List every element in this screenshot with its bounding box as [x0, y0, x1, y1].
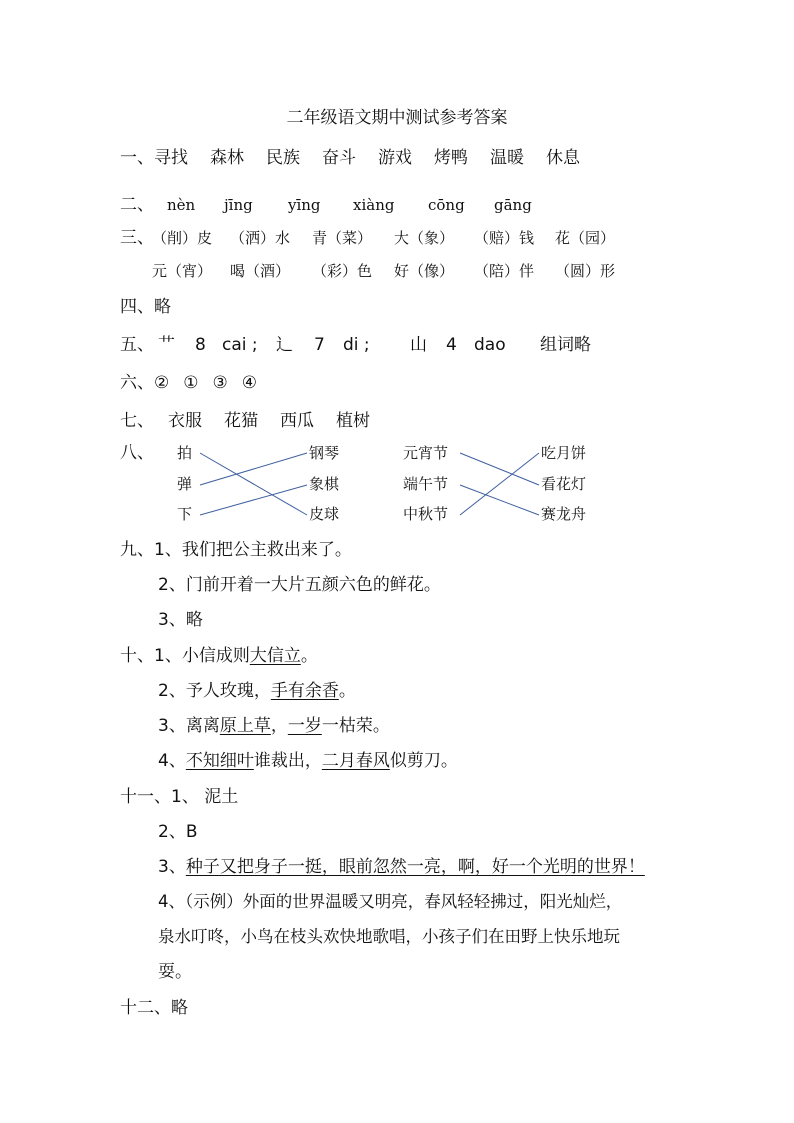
match-left-b-2: 端午节 [403, 475, 449, 493]
match-left-a-2: 弹 [177, 475, 193, 493]
section-1 [120, 146, 580, 170]
section-6-number: 六、 [120, 373, 154, 393]
match-line-4 [460, 453, 539, 485]
match-line-3 [200, 485, 307, 515]
correction-3: 青（菜） [312, 229, 373, 247]
correction-2: （洒）水 [230, 229, 291, 247]
section-10 [120, 644, 318, 668]
s10-item-1-suffix: 。 [300, 646, 318, 666]
section-9-item-3: 3、略 [158, 610, 203, 630]
page-title: 二年级语文期中测试参考答案 [286, 108, 508, 128]
match-right-b-2: 看花灯 [541, 475, 587, 493]
s10-item-3-answer-1: 原上草 [219, 716, 271, 736]
correction-5: （赔）钱 [474, 229, 535, 247]
s10-item-3-prefix: 3、离离 [158, 716, 220, 736]
section-11-item-4-line-2: 泉水叮咚，小鸟在枝头欢快地歌唱，小孩子们在田野上快乐地玩 [158, 927, 620, 946]
s10-item-1-prefix: 1、小信成则 [154, 646, 250, 666]
section-9-item-2: 2、门前开着一大片五颜六色的鲜花。 [158, 575, 441, 595]
s10-item-2-suffix: 。 [338, 681, 356, 701]
pinyin-answer-1: cai ; [222, 335, 258, 355]
radical-3: 山 [410, 335, 427, 355]
s10-item-4-mid: 谁裁出， [253, 751, 322, 771]
match-right-b-3: 赛龙舟 [541, 505, 587, 523]
section-1-number: 一、 [120, 148, 154, 168]
pinyin-5: cōng [428, 196, 465, 214]
section-10-number: 十、 [120, 646, 154, 666]
word-8: 休息 [546, 148, 580, 168]
section-5-number: 五、 [120, 335, 154, 355]
pinyin-6: gāng [494, 196, 532, 214]
s10-item-4-answer-1: 不知细叶 [185, 751, 254, 771]
word-7-2: 花猫 [224, 411, 258, 431]
section-8-number: 八、 [120, 443, 154, 463]
pinyin-4: xiàng [353, 196, 395, 214]
section-11-item-2: 2、B [158, 822, 198, 842]
s10-item-2-answer: 手有余香 [270, 681, 339, 701]
pinyin-3: yīng [288, 196, 321, 214]
match-right-a-1: 钢琴 [309, 444, 340, 462]
order-2: ① [183, 373, 199, 393]
radical-2: 辶 [276, 335, 293, 355]
word-5: 游戏 [378, 148, 412, 168]
s10-item-3-suffix: 一枯荣。 [321, 716, 390, 736]
section-9 [120, 538, 352, 562]
s10-item-4-prefix: 4、 [158, 751, 186, 771]
section-12-answer: 略 [171, 998, 188, 1018]
match-line-6 [460, 453, 539, 515]
match-line-5 [460, 485, 539, 515]
radical-1: 艹 [158, 335, 175, 355]
word-7: 温暖 [490, 148, 524, 168]
section-11-item-1: 1、 泥土 [171, 787, 239, 807]
s10-item-4-answer-2: 二月春风 [321, 751, 390, 771]
s10-item-4-suffix: 似剪刀。 [389, 751, 458, 771]
match-line-2 [200, 453, 307, 485]
match-right-b-1: 吃月饼 [541, 444, 587, 462]
correction-1: （削）皮 [152, 229, 213, 247]
order-1: ② [154, 373, 170, 393]
match-left-b-1: 元宵节 [403, 444, 449, 462]
match-left-a-1: 拍 [177, 444, 193, 462]
order-3: ③ [212, 373, 228, 393]
stroke-count-2: 7 [314, 335, 325, 355]
match-right-a-3: 皮球 [309, 505, 340, 523]
word-1: 寻找 [154, 148, 188, 168]
pinyin-answer-3: dao [474, 335, 506, 355]
section-10-item-4 [158, 749, 458, 773]
correction-11: （陪）伴 [474, 262, 535, 280]
correction-7: 元（宵） [152, 262, 213, 280]
section-9-number: 九、 [120, 540, 154, 560]
match-left-a-3: 下 [177, 505, 193, 523]
correction-12: （圆）形 [555, 262, 616, 280]
word-4: 奋斗 [322, 148, 356, 168]
section-4-number: 四、 [120, 297, 154, 317]
s11-item-3-prefix: 3、 [158, 857, 186, 877]
s10-item-2-prefix: 2、予人玫瑰， [158, 681, 271, 701]
section-6 [120, 371, 257, 395]
pinyin-2: jīng [224, 196, 253, 214]
word-7-1: 衣服 [168, 411, 202, 431]
pinyin-answer-2: di ; [343, 335, 370, 355]
match-line-1 [200, 453, 307, 515]
s10-item-3-mid: ， [270, 716, 288, 736]
section-11-item-3 [158, 855, 645, 879]
correction-6: 花（园） [555, 229, 616, 247]
correction-4: 大（象） [394, 229, 455, 247]
correction-8: 喝（酒） [230, 262, 291, 280]
section-7 [120, 409, 370, 433]
section-12-number: 十二、 [120, 998, 171, 1018]
section-12 [120, 996, 188, 1020]
stroke-count-3: 4 [446, 335, 457, 355]
word-7-4: 植树 [336, 411, 370, 431]
pinyin-1: nèn [167, 196, 196, 214]
section-10-item-2 [158, 679, 356, 703]
section-7-number: 七、 [120, 411, 154, 431]
match-right-a-2: 象棋 [309, 475, 340, 493]
s11-item-3-answer: 种子又把身子一挺，眼前忽然一亮，啊，好一个光明的世界！ [185, 857, 645, 877]
s10-item-3-answer-2: 一岁 [287, 716, 322, 736]
s10-item-1-answer: 大信立 [249, 646, 301, 666]
section-9-item-1: 1、我们把公主救出来了。 [154, 540, 352, 560]
section-5-note: 组词略 [540, 335, 591, 355]
order-4: ④ [241, 373, 257, 393]
section-11 [120, 785, 238, 809]
section-2-number: 二、 [120, 195, 154, 215]
word-2: 森林 [210, 148, 244, 168]
section-4-answer: 略 [154, 297, 171, 317]
correction-9: （彩）色 [312, 262, 373, 280]
stroke-count-1: 8 [195, 335, 206, 355]
word-7-3: 西瓜 [280, 411, 314, 431]
section-3-number: 三、 [120, 228, 154, 248]
section-10-item-3 [158, 714, 390, 738]
correction-10: 好（像） [394, 262, 455, 280]
section-11-item-4-line-3: 耍。 [158, 962, 192, 982]
section-11-number: 十一、 [120, 787, 171, 807]
match-left-b-3: 中秋节 [403, 505, 449, 523]
word-3: 民族 [266, 148, 300, 168]
section-4 [120, 295, 171, 319]
word-6: 烤鸭 [434, 148, 468, 168]
section-11-item-4-line-1: 4、（示例）外面的世界温暖又明亮，春风轻轻拂过，阳光灿烂， [158, 892, 623, 911]
